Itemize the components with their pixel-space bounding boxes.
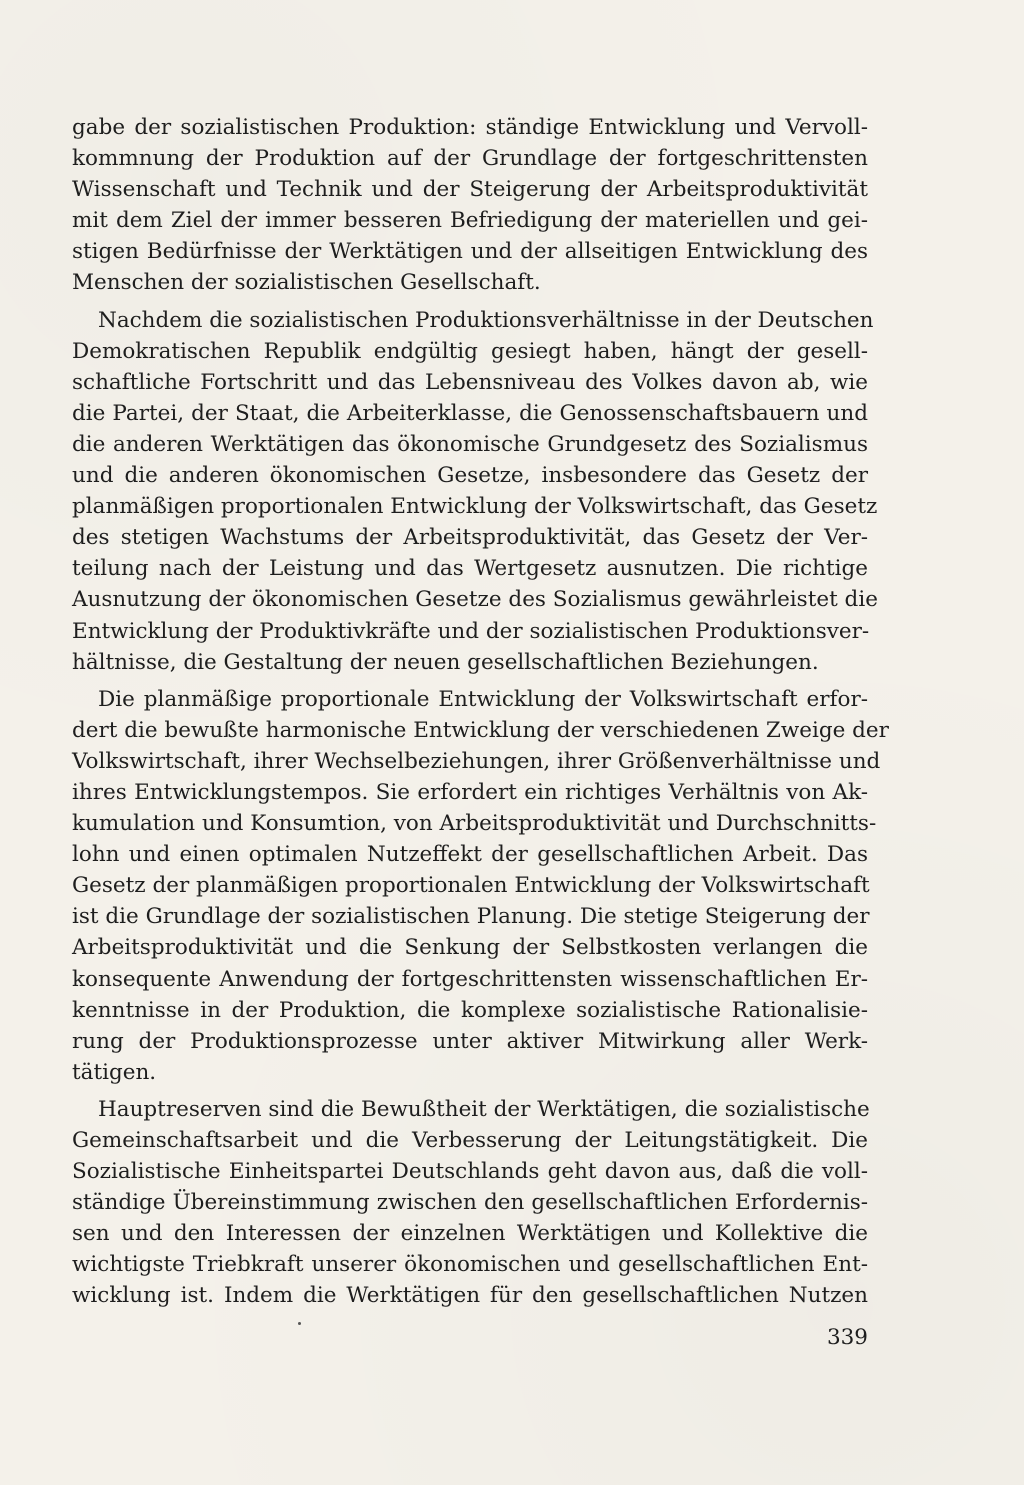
text-line: gabe der sozialistischen Produktion: ständige Entwicklung und Vervoll- bbox=[72, 115, 868, 140]
text-line: rung der Produktionsprozesse unter aktiver Mitwirkung aller Werk- bbox=[72, 1028, 868, 1054]
text-line: mit dem Ziel der immer besseren Befriedigung der materiellen und gei- bbox=[72, 208, 868, 234]
text-line: ihres Entwicklungstempos. Sie erfordert ein richtiges Verhältnis von Ak- bbox=[72, 779, 868, 805]
text-line: Arbeitsproduktivität und die Senkung der Selbstkosten verlangen die bbox=[72, 935, 868, 961]
text-line: die Partei, der Staat, die Arbeiterklasse, die Genossenschaftsbauern und bbox=[72, 400, 868, 426]
text-line: und die anderen ökonomischen Gesetze, insbesondere das Gesetz der bbox=[72, 463, 868, 489]
text-line: Gemeinschaftsarbeit und die Verbesserung der Leitungstätigkeit. Die bbox=[72, 1128, 868, 1153]
text-line: teilung nach der Leistung und das Wertgesetz ausnutzen. Die richtige bbox=[72, 556, 868, 582]
text-line: kommnung der Produktion auf der Grundlage der fortgeschrittensten bbox=[72, 146, 868, 172]
text-line: ist die Grundlage der sozialistischen Planung. Die stetige Steigerung der bbox=[72, 904, 870, 930]
text-line: Nachdem die sozialistischen Produktionsverhältnisse in der Deutschen bbox=[98, 307, 874, 333]
text-line: Menschen der sozialistischen Gesellschaft. bbox=[72, 270, 541, 296]
text-line: ständige Übereinstimmung zwischen den gesellschaftlichen Erfordernis- bbox=[72, 1190, 868, 1216]
page-number: 339 bbox=[826, 1325, 868, 1350]
text-line: kumulation und Konsumtion, von Arbeitsproduktivität und Durchschnitts- bbox=[72, 811, 877, 837]
text-line: wicklung ist. Indem die Werktätigen für den gesellschaftlichen Nutzen bbox=[72, 1283, 868, 1309]
text-line: Ausnutzung der ökonomischen Gesetze des Sozialismus gewährleistet die bbox=[72, 587, 878, 613]
text-line: sen und den Interessen der einzelnen Werktätigen und Kollektive die bbox=[72, 1221, 868, 1247]
text-line: tätigen. bbox=[72, 1059, 157, 1085]
text-line: Hauptreserven sind die Bewußtheit der Werktätigen, die sozialistische bbox=[98, 1096, 870, 1122]
text-line: wichtigste Triebkraft unserer ökonomischen und gesellschaftlichen Ent- bbox=[72, 1252, 868, 1278]
text-line: Wissenschaft und Technik und der Steigerung der Arbeitsproduktivität bbox=[72, 177, 868, 203]
paragraph-3 bbox=[72, 684, 889, 1088]
text-line: hältnisse, die Gestaltung der neuen gesellschaftlichen Beziehungen. bbox=[72, 649, 819, 675]
paragraph-1 bbox=[72, 112, 868, 299]
text-line: Entwicklung der Produktivkräfte und der sozialistischen Produktionsver- bbox=[72, 618, 870, 644]
text-line: Demokratischen Republik endgültig gesiegt haben, hängt der gesell- bbox=[72, 338, 868, 364]
text-line: stigen Bedürfnisse der Werktätigen und der allseitigen Entwicklung des bbox=[72, 239, 868, 265]
text-line: Volkswirtschaft, ihrer Wechselbeziehungen, ihrer Größenverhältnisse und bbox=[72, 748, 881, 774]
text-line: kenntnisse in der Produktion, die komplexe sozialistische Rationalisie- bbox=[72, 997, 868, 1023]
paragraph-4 bbox=[72, 1094, 868, 1312]
text-line: konsequente Anwendung der fortgeschrittensten wissenschaftlichen Er- bbox=[72, 966, 868, 992]
text-line: Sozialistische Einheitspartei Deutschlands geht davon aus, daß die voll- bbox=[72, 1159, 868, 1185]
text-line: Gesetz der planmäßigen proportionalen Entwicklung der Volkswirtschaft bbox=[72, 873, 870, 899]
text-line: die anderen Werktätigen das ökonomische Grundgesetz des Sozialismus bbox=[72, 431, 868, 457]
text-line: dert die bewußte harmonische Entwicklung der verschiedenen Zweige der bbox=[72, 717, 889, 743]
text-line: lohn und einen optimalen Nutzeffekt der gesellschaftlichen Arbeit. Das bbox=[72, 842, 868, 868]
body-text bbox=[72, 112, 889, 1312]
text-line: planmäßigen proportionalen Entwicklung der Volkswirtschaft, das Gesetz bbox=[72, 494, 878, 520]
paragraph-2 bbox=[72, 305, 878, 678]
text-line: schaftliche Fortschritt und das Lebensniveau des Volkes davon ab, wie bbox=[72, 369, 868, 395]
text-line: des stetigen Wachstums der Arbeitsproduktivität, das Gesetz der Ver- bbox=[72, 525, 868, 551]
print-speck bbox=[298, 1322, 301, 1325]
text-line: Die planmäßige proportionale Entwicklung der Volkswirtschaft erfor- bbox=[98, 686, 868, 712]
